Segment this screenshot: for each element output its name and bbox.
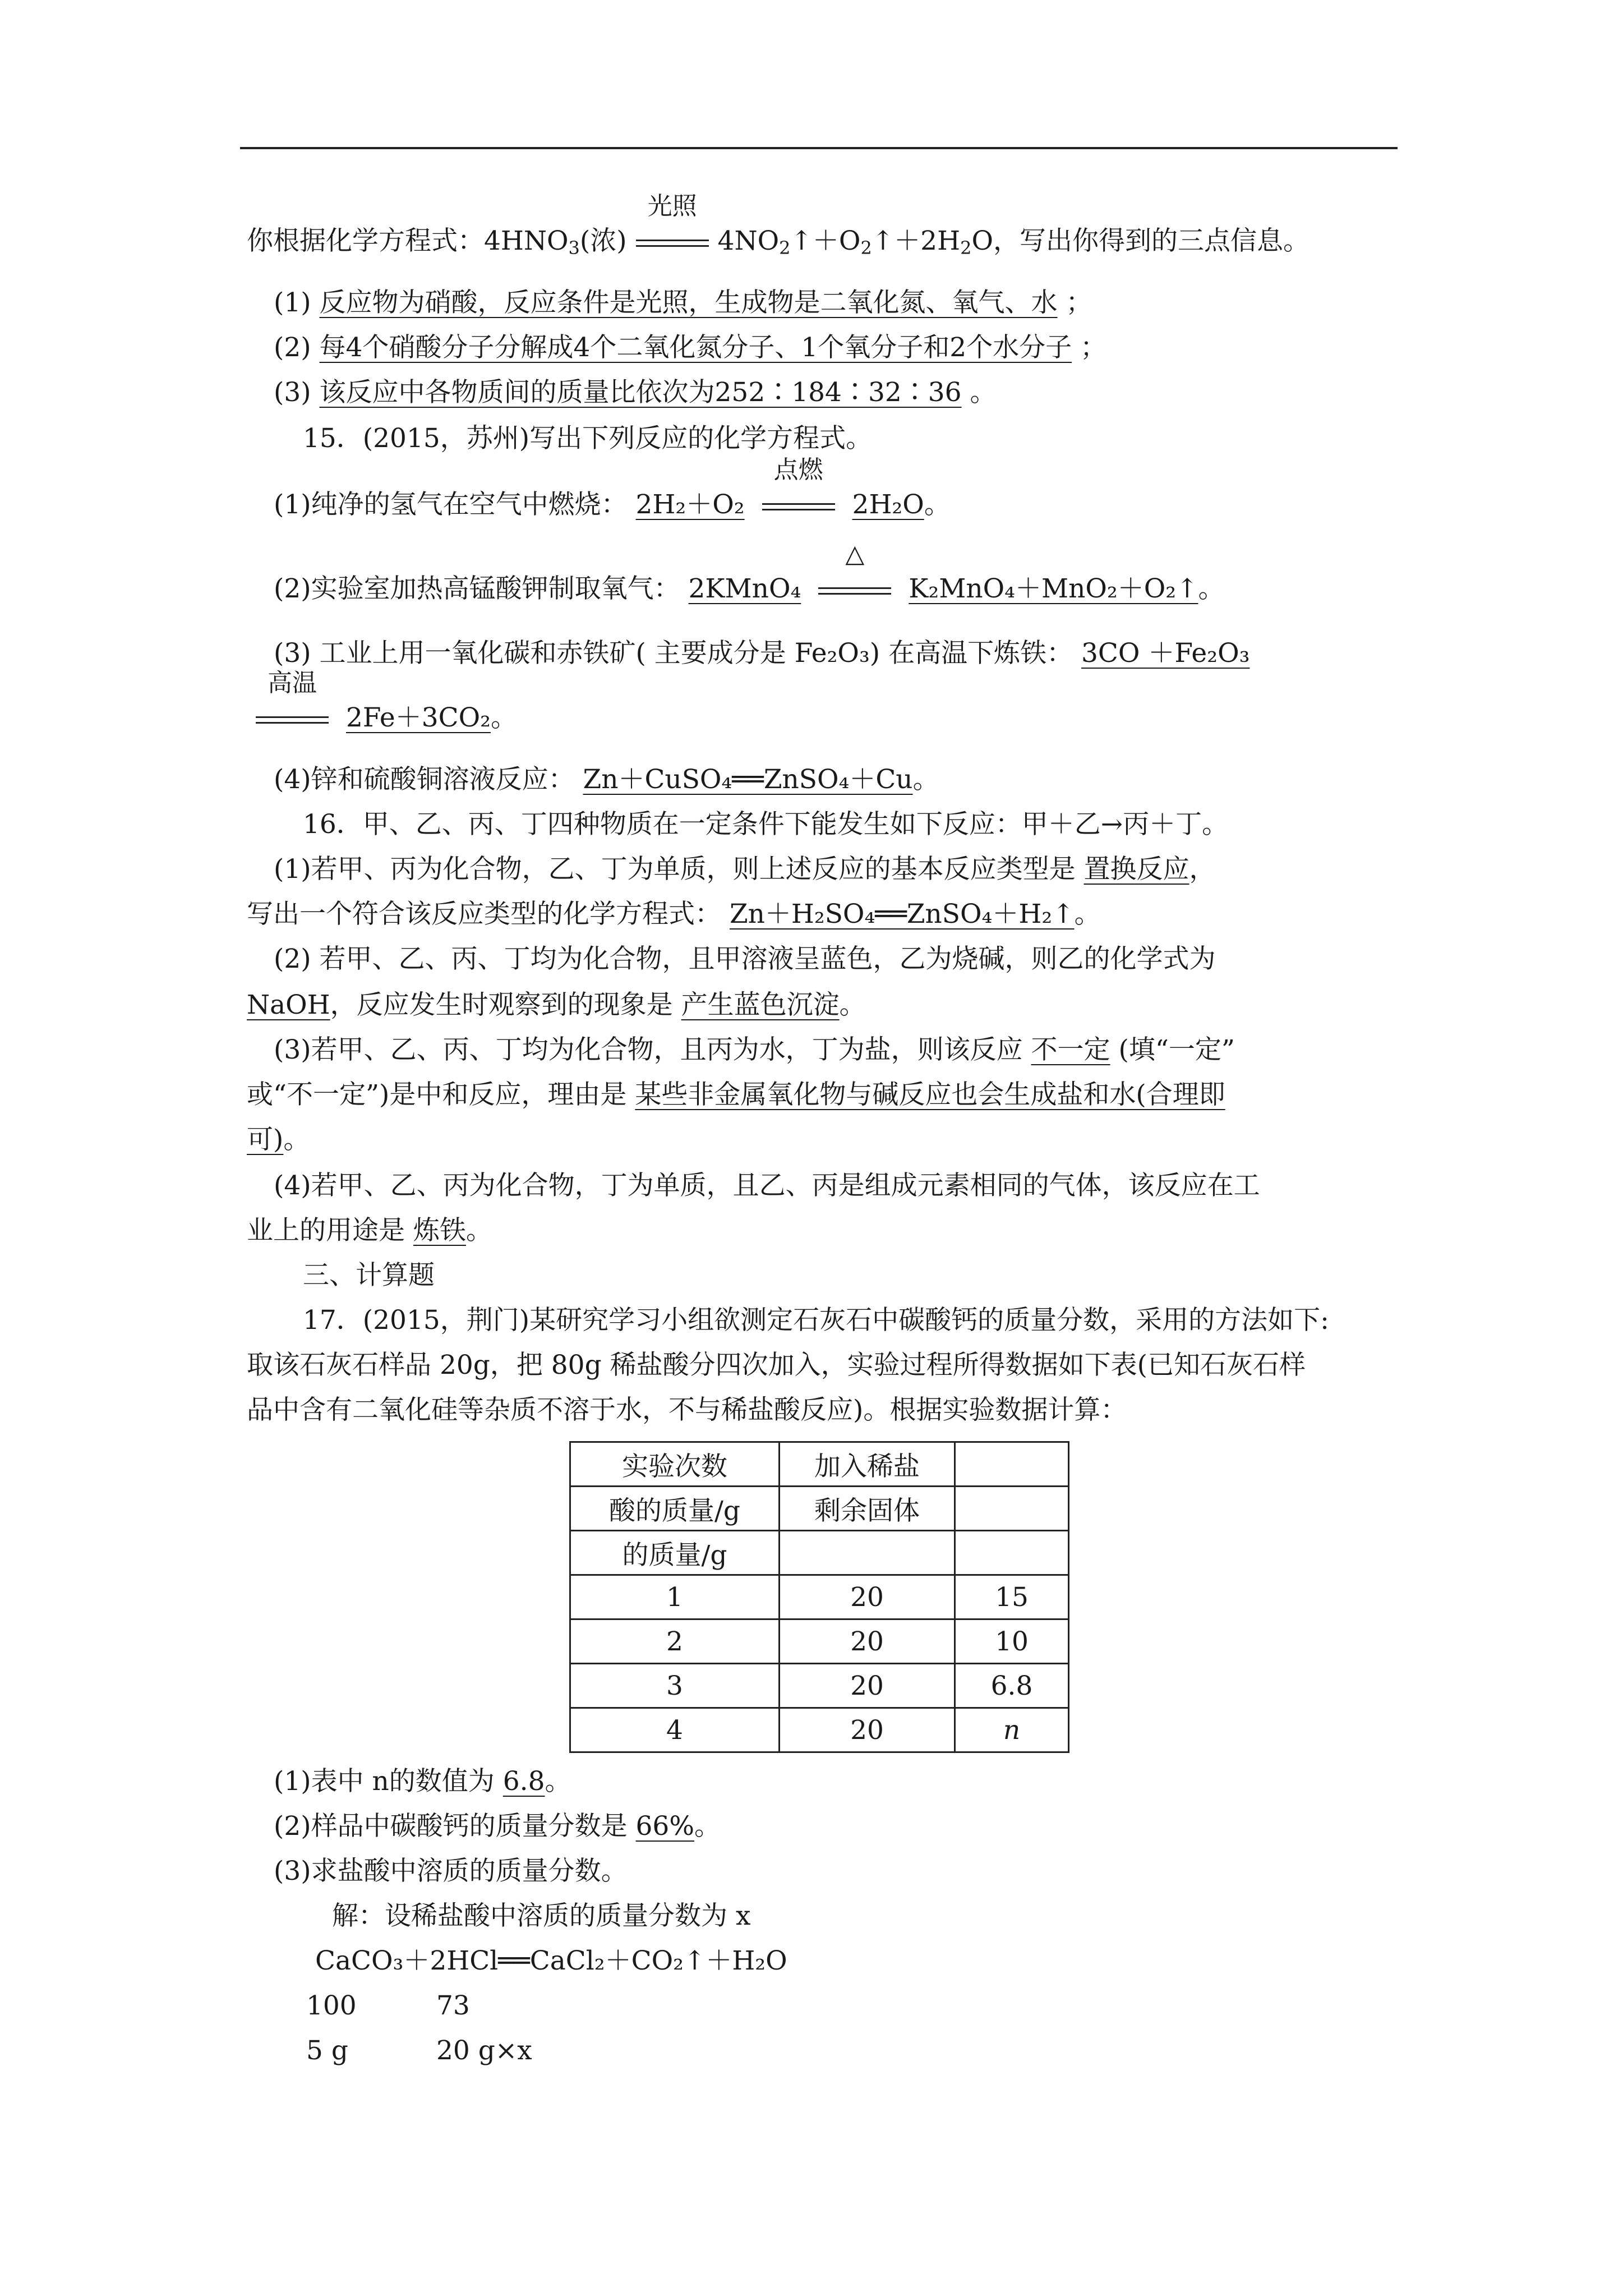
- solution-line-1: 解：设稀盐酸中溶质的质量分数为 x: [332, 1901, 751, 1931]
- q17-line-3: 品中含有二氧化硅等杂质不溶于水，不与稀盐酸反应)。根据实验数据计算：: [247, 1395, 1127, 1425]
- q16-part-3-cont: 或“不一定”)是中和反应，理由是 某些非金属氧化物与碱反应也会生成盐和水(合理即: [247, 1079, 1225, 1110]
- table-row: 4 20 n: [570, 1708, 1069, 1752]
- q16-part-2: (2) 若甲、乙、丙、丁均为化合物，且甲溶液呈蓝色，乙为烧碱，则乙的化学式为: [274, 944, 1216, 974]
- table-row: 2 20 10: [570, 1619, 1069, 1664]
- q16-part-1-cont: 写出一个符合该反应类型的化学方程式： Zn＋H₂SO₄══ZnSO₄＋H₂↑。: [247, 899, 1101, 930]
- header-rule: [240, 147, 1398, 149]
- q17-answer-3: (3)求盐酸中溶质的质量分数。: [274, 1856, 628, 1887]
- q17-line-2: 取该石灰石样品 20g，把 80g 稀盐酸分四次加入，实验过程所得数据如下表(已知石灰石样: [247, 1350, 1306, 1381]
- table-row: 实验次数 加入稀盐: [570, 1442, 1069, 1487]
- table-row: 3 20 6.8: [570, 1664, 1069, 1708]
- q16-part-2-cont: NaOH，反应发生时观察到的现象是 产生蓝色沉淀。: [247, 990, 866, 1020]
- q15-part-3: (3) 工业上用一氧化碳和赤铁矿( 主要成分是 Fe₂O₃) 在高温下炼铁： 3CO ＋Fe₂O₃: [274, 638, 1250, 669]
- q15-part-3-cont: 高温 2Fe＋3CO₂。: [247, 701, 517, 735]
- q15-part-1: (1)纯净的氢气在空气中燃烧： 2H₂＋O₂ 点燃 2H₂O。: [274, 455, 951, 520]
- q15-part-2: (2)实验室加热高锰酸钾制取氧气： 2KMnO₄ △ K₂MnO₄＋MnO₂＋O₂↑。: [274, 540, 1225, 604]
- q14-answer-3: (3) 该反应中各物质间的质量比依次为252∶184∶32∶36 。: [274, 377, 997, 408]
- solution-equation: CaCO₃＋2HCl══CaCl₂＋CO₂↑＋H₂O: [315, 1945, 787, 1976]
- q17-answer-1: (1)表中 n的数值为 6.8。: [274, 1766, 571, 1797]
- intro-line: 你根据化学方程式：$4HNO_3$(浓) 光照 $4NO_2↑+O_2↑+2H_2O$，写出你得到的三点信息。: [247, 192, 1310, 259]
- q14-answer-2: (2) 每4个硝酸分子分解成4个二氧化氮分子、1个氧分子和2个水分子 ；: [274, 332, 1107, 363]
- q17-answer-2: (2)样品中碳酸钙的质量分数是 66%。: [274, 1811, 721, 1842]
- solution-ratio-1: 100 73: [306, 1990, 470, 2021]
- q15-title: 15．(2015，苏州)写出下列反应的化学方程式。: [303, 423, 873, 454]
- q14-answer-1: (1) 反应物为硝酸，反应条件是光照，生成物是二氧化氮、氧气、水 ；: [274, 287, 1092, 318]
- table-row: 的质量/g: [570, 1531, 1069, 1575]
- solution-ratio-2: 5 g 20 g×x: [306, 2035, 532, 2066]
- table-row: 1 20 15: [570, 1575, 1069, 1619]
- q16-part-4-cont: 业上的用途是 炼铁。: [247, 1215, 492, 1246]
- q16-part-4: (4)若甲、乙、丙为化合物，丁为单质，且乙、丙是组成元素相同的气体，该反应在工: [274, 1170, 1260, 1201]
- q17-line-1: 17．(2015，荆门)某研究学习小组欲测定石灰石中碳酸钙的质量分数，采用的方法如下:: [303, 1305, 1329, 1336]
- q16-part-1: (1)若甲、丙为化合物，乙、丁为单质，则上述反应的基本反应类型是 置换反应，: [274, 854, 1216, 885]
- q16-part-3-cont2: 可)。: [247, 1124, 310, 1155]
- q15-part-4: (4)锌和硫酸铜溶液反应： Zn＋CuSO₄══ZnSO₄＋Cu。: [274, 764, 939, 795]
- q16-title: 16．甲、乙、丙、丁四种物质在一定条件下能发生如下反应：甲＋乙→丙＋丁。: [303, 809, 1229, 840]
- reaction-condition: 光照: [630, 224, 714, 258]
- q16-part-3: (3)若甲、乙、丙、丁均为化合物，且丙为水，丁为盐，则该反应 不一定 (填“一定”: [274, 1034, 1235, 1065]
- section-heading: 三、计算题: [303, 1260, 435, 1291]
- table-row: 酸的质量/g 剩余固体: [570, 1487, 1069, 1531]
- experiment-table: [569, 1441, 1069, 1753]
